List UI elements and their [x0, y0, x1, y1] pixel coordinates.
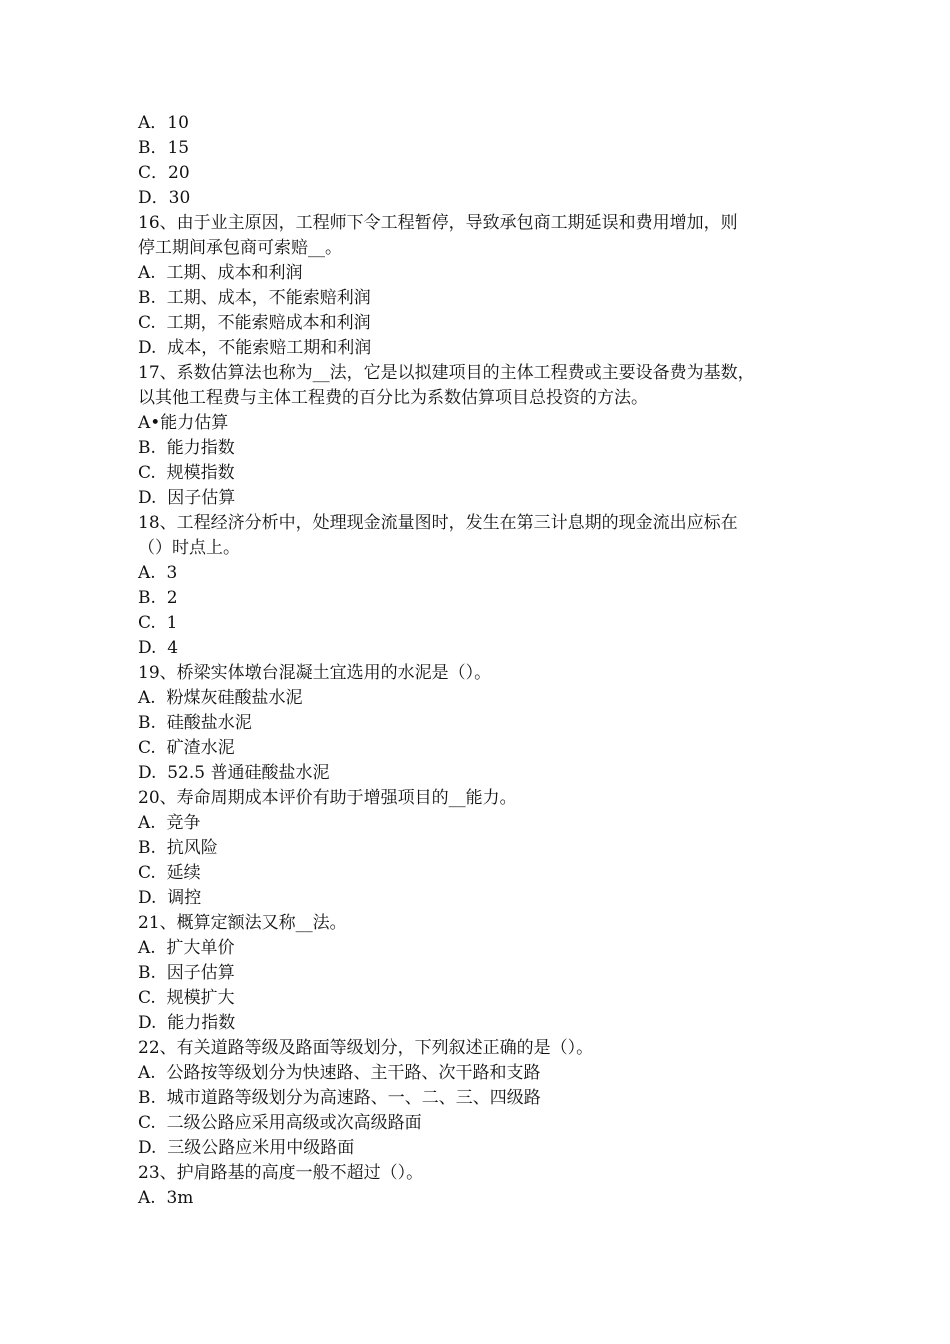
text-line: C. 规模扩大 — [138, 988, 235, 1008]
text-line: 17、系数估算法也称为__法，它是以拟建项目的主体工程费或主要设备费为基数， — [138, 363, 755, 383]
text-line: B. 硅酸盐水泥 — [138, 713, 252, 733]
text-line: C. 1 — [138, 613, 178, 633]
text-line: A．10 — [138, 113, 189, 133]
text-line: A. 竞争 — [138, 813, 201, 833]
text-line: D. 52.5 普通硅酸盐水泥 — [138, 763, 330, 783]
text-line: （）时点上。 — [138, 538, 240, 558]
text-line: 20、寿命周期成本评价有助于增强项目的__能力。 — [138, 788, 517, 808]
text-line: B. 因子估算 — [138, 963, 235, 983]
text-line: A. 公路按等级划分为快速路、主干路、次干路和支路 — [138, 1063, 541, 1083]
text-line: A. 扩大单价 — [138, 938, 235, 958]
text-line: B. 工期、成本，不能索赔利润 — [138, 288, 371, 308]
text-line: A. 粉煤灰硅酸盐水泥 — [138, 688, 303, 708]
text-line: D. 三级公路应米用中级路面 — [138, 1138, 355, 1158]
text-line: 18、工程经济分析中，处理现金流量图时，发生在第三计息期的现金流出应标在 — [138, 513, 738, 533]
text-line: D. 能力指数 — [138, 1013, 236, 1033]
text-line: 16、由于业主原因，工程师下令工程暂停，导致承包商工期延误和费用增加，则 — [138, 213, 738, 233]
text-line: C. 矿渣水泥 — [138, 738, 235, 758]
text-line: C．20 — [138, 163, 190, 183]
text-line: 22、有关道路等级及路面等级划分，下列叙述正确的是（）。 — [138, 1038, 594, 1058]
text-line: D. 4 — [138, 638, 179, 658]
text-line: D. 调控 — [138, 888, 202, 908]
text-line: 以其他工程费与主体工程费的百分比为系数估算项目总投资的方法。 — [138, 388, 648, 408]
text-line: A. 3 — [138, 563, 178, 583]
text-line: 停工期间承包商可索赔__。 — [138, 238, 342, 258]
text-line: A. 3m — [138, 1188, 194, 1208]
text-line: D. 成本，不能索赔工期和利润 — [138, 338, 372, 358]
text-line: C. 规模指数 — [138, 463, 235, 483]
text-line: C. 工期，不能索赔成本和利润 — [138, 313, 371, 333]
text-line: A. 工期、成本和利润 — [138, 263, 303, 283]
text-line: B. 城市道路等级划分为高速路、一、二、三、四级路 — [138, 1088, 541, 1108]
text-line: D. 因子估算 — [138, 488, 236, 508]
text-line: 23、护肩路基的高度一般不超过（）。 — [138, 1163, 424, 1183]
text-line: D．30 — [138, 188, 191, 208]
text-line: C. 延续 — [138, 863, 201, 883]
text-line: B. 2 — [138, 588, 178, 608]
text-line: B. 抗风险 — [138, 838, 218, 858]
text-line: 21、概算定额法又称__法。 — [138, 913, 347, 933]
text-line: B. 能力指数 — [138, 438, 235, 458]
text-line: B．15 — [138, 138, 190, 158]
text-line: A•能力估算 — [138, 413, 229, 433]
text-line: 19、桥梁实体墩台混凝土宜选用的水泥是（）。 — [138, 663, 492, 683]
document-body — [138, 111, 828, 1211]
text-line: C. 二级公路应采用高级或次高级路面 — [138, 1113, 422, 1133]
